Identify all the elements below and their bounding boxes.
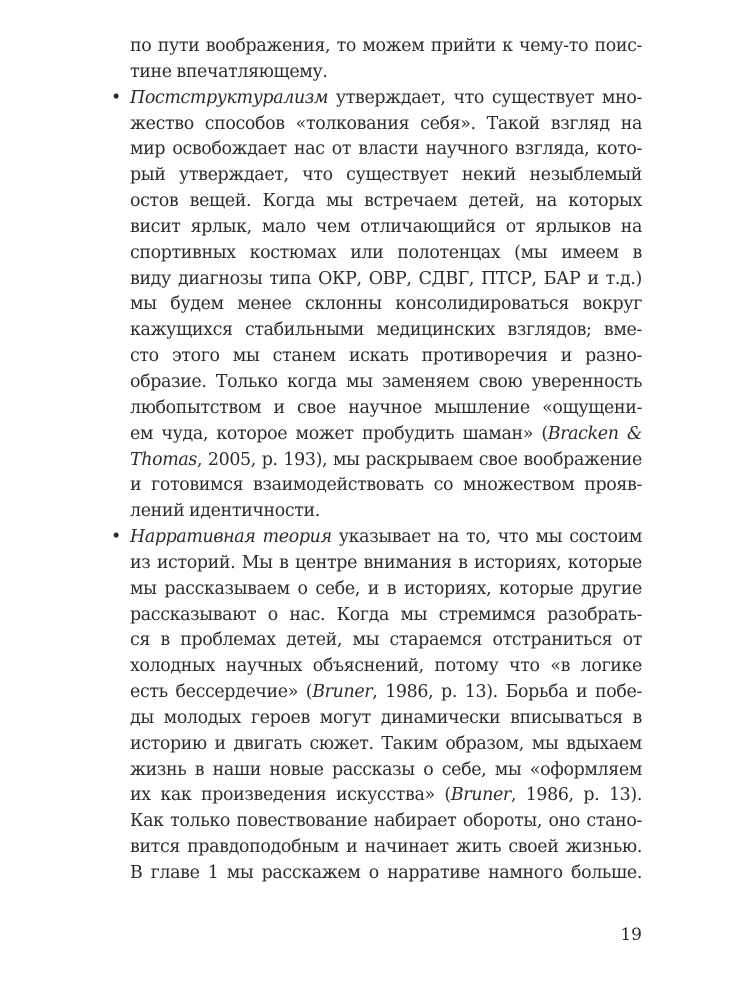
citation-line bbox=[130, 422, 642, 448]
text-line: жизнь в наши новые рассказы о себе, мы «оформляем bbox=[130, 759, 642, 780]
text-line: висит ярлык, мало чем отличающийся от ярлыков на bbox=[130, 216, 642, 237]
text-line: мир освобождает нас от власти научного взгляда, кото- bbox=[130, 139, 642, 160]
term-poststructuralism: Постструктурализм bbox=[130, 87, 329, 108]
text-fragment: , 1986, p. 13). bbox=[510, 785, 642, 806]
text-line: спортивных костюмах или полотенцах (мы имеем в bbox=[130, 242, 642, 263]
bullet-icon: • bbox=[111, 527, 121, 548]
text-line: по пути воображения, то можем прийти к чему-то поис- bbox=[130, 36, 642, 56]
text-line: остов вещей. Когда мы встречаем детей, на которых bbox=[130, 191, 642, 212]
text-line: мы рассказываем о себе, и в историях, которые другие bbox=[130, 578, 642, 599]
bullet-icon: • bbox=[111, 87, 121, 108]
text-line: рый утверждает, что существует некий незыблемый bbox=[130, 165, 642, 186]
citation-line bbox=[130, 680, 642, 706]
text-line: рассказывают о нас. Когда мы стремимся разобрать- bbox=[130, 604, 642, 625]
text-line: ды молодых героев могут динамически вписываться в bbox=[130, 707, 642, 728]
text-line: тине впечатляющему. bbox=[130, 61, 328, 82]
text-line: любопытством и свое научное мышление «ощущени- bbox=[130, 397, 642, 418]
bullet-item-narrative-theory-first-line bbox=[111, 525, 642, 551]
citation-author: Bruner bbox=[450, 785, 511, 806]
text-line: лений идентичности. bbox=[130, 501, 320, 522]
text-line: виду диагнозы типа ОКР, ОВР, СДВГ, ПТСР, БАР и т.д.) bbox=[130, 268, 642, 289]
citation-line bbox=[130, 448, 642, 474]
text-line: ся в проблемах детей, мы стараемся отстраниться от bbox=[130, 630, 642, 651]
bullet-item-poststructuralism-first-line bbox=[111, 86, 642, 112]
text-line: из историй. Мы в центре внимания в историях, которые bbox=[130, 552, 642, 573]
text-line: историю и двигать сюжет. Таким образом, мы вдыхаем bbox=[130, 733, 642, 754]
text-line: В главе 1 мы расскажем о нарративе намного больше. bbox=[130, 863, 642, 883]
text-line: сто этого мы станем искать противоречия и разно- bbox=[130, 346, 642, 367]
text-fragment: ем чуда, которое может пробудить шаман» ( bbox=[130, 423, 548, 444]
text-line: мы будем менее склонны консолидироваться вокруг bbox=[130, 294, 642, 315]
text-line: образие. Только когда мы заменяем свою уверенность bbox=[130, 371, 642, 392]
text-line: Как только повествование набирает обороты, оно стано- bbox=[130, 811, 642, 832]
citation-author: Bruner bbox=[312, 682, 373, 703]
book-page-body bbox=[111, 34, 642, 887]
text-fragment: их как произведения искусства» ( bbox=[130, 785, 451, 806]
text-line: жество способов «толкования себя». Такой взгляд на bbox=[130, 113, 642, 134]
text-line: и готовимся взаимодействовать со множеством прояв- bbox=[130, 475, 642, 496]
text-line: кажущихся стабильными медицинских взглядов; вме- bbox=[130, 320, 642, 341]
text-fragment: , 1986, p. 13). Борьба и побе- bbox=[372, 682, 642, 703]
citation-line bbox=[130, 783, 642, 809]
text-fragment: указывает на то, что мы состоим bbox=[331, 527, 642, 548]
text-fragment: есть бессердечие» ( bbox=[130, 682, 313, 703]
text-fragment: , 2005, p. 193), мы раскрываем свое воображение bbox=[196, 449, 642, 470]
citation-author: Bracken & bbox=[547, 423, 642, 444]
page-number: 19 bbox=[620, 925, 642, 945]
text-line: холодных научных объяснений, потому что «в логике bbox=[130, 656, 642, 677]
text-line: вится правдоподобным и начинает жить своей жизнью. bbox=[130, 837, 642, 858]
text-fragment: утверждает, что существует мно- bbox=[328, 87, 642, 108]
citation-author: Thomas bbox=[130, 449, 197, 470]
term-narrative-theory: Нарративная теория bbox=[130, 527, 332, 548]
